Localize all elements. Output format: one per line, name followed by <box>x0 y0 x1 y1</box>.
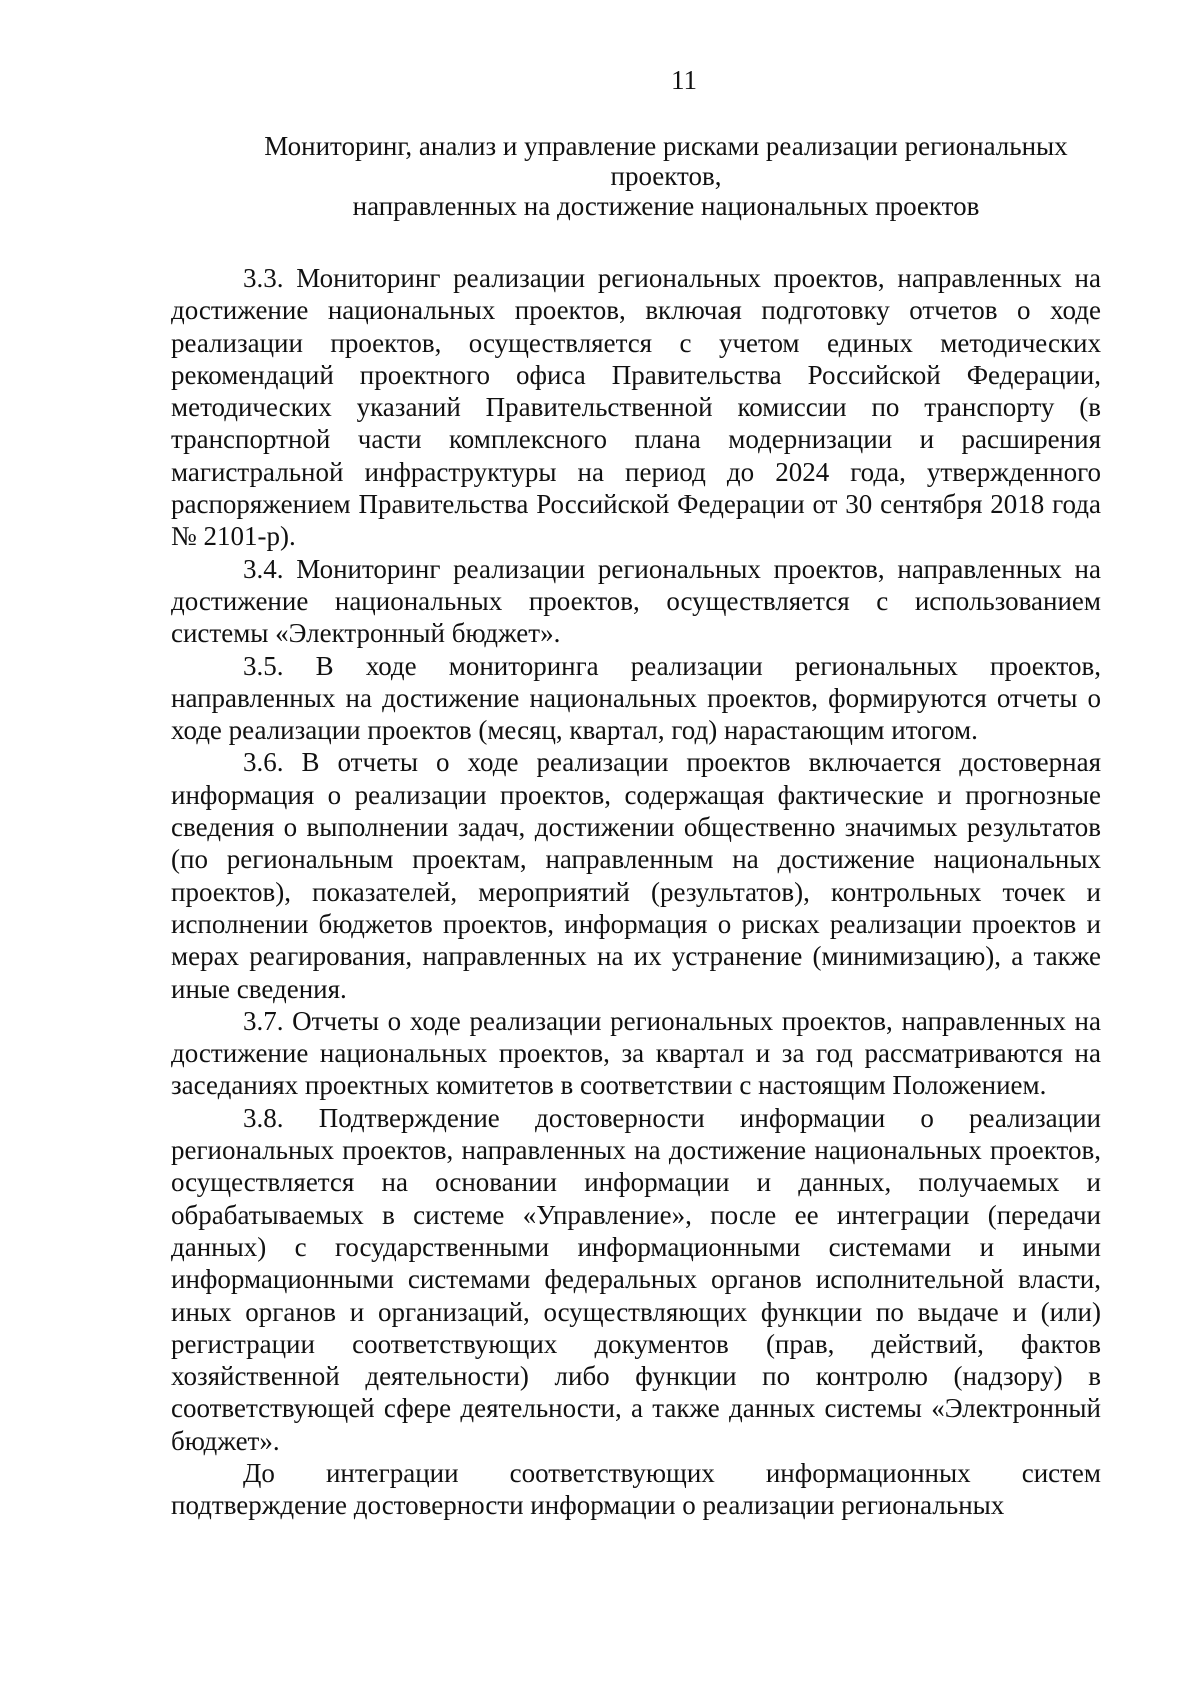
paragraph-integration: До интеграции соответствующих информационных систем подтверждение достоверности информации о реализации региональных <box>171 1457 1101 1521</box>
paragraph-3-8: 3.8. Подтверждение достоверности информации о реализации региональных проектов, направленных на достижение национальных проектов, осуществляется на основании информации и данных, получаемых и обрабатываемых в системе «Управление», после ее интеграции (передачи данных) с государственными информационными системами и иными информационными системами федеральных органов исполнительной власти, иных органов и организаций, осуществляющих функции по выдаче и (или) регистрации соответствующих документов (прав, действий, фактов хозяйственной деятельности) либо функции по контролю (надзору) в соответствующей сфере деятельности, а также данных системы «Электронный бюджет». <box>171 1102 1101 1456</box>
section-heading <box>230 131 1102 221</box>
paragraph-3-5: 3.5. В ходе мониторинга реализации региональных проектов, направленных на достижение национальных проектов, формируются отчеты о ходе реализации проектов (месяц, квартал, год) нарастающим итогом. <box>171 650 1101 746</box>
heading-line-1: Мониторинг, анализ и управление рисками реализации региональных <box>264 131 1068 161</box>
heading-line-2: проектов, <box>610 161 722 191</box>
page-number: 11 <box>671 65 697 95</box>
heading-line-3: направленных на достижение национальных проектов <box>352 191 980 221</box>
paragraph-3-4: 3.4. Мониторинг реализации региональных проектов, направленных на достижение национальных проектов, осуществляется с использованием системы «Электронный бюджет». <box>171 553 1101 649</box>
paragraph-3-7: 3.7. Отчеты о ходе реализации региональных проектов, направленных на достижение национальных проектов, за квартал и за год рассматриваются на заседаниях проектных комитетов в соответствии с настоящим Положением. <box>171 1005 1101 1101</box>
paragraph-3-6: 3.6. В отчеты о ходе реализации проектов включается достоверная информация о реализации проектов, содержащая фактические и прогнозные сведения о выполнении задач, достижении общественно значимых результатов (по региональным проектам, направленным на достижение национальных проектов), показателей, мероприятий (результатов), контрольных точек и исполнении бюджетов проектов, информация о рисках реализации проектов и мерах реагирования, направленных на их устранение (минимизацию), а также иные сведения. <box>171 747 1101 1004</box>
body-text <box>171 262 1101 1522</box>
paragraph-3-3: 3.3. Мониторинг реализации региональных проектов, направленных на достижение национальных проектов, включая подготовку отчетов о ходе реализации проектов, осуществляется с учетом единых методических рекомендаций проектного офиса Правительства Российской Федерации, методических указаний Правительственной комиссии по транспорту (в транспортной части комплексного плана модернизации и расширения магистральной инфраструктуры на период до 2024 года, утвержденного распоряжением Правительства Российской Федерации от 30 сентября 2018 года № 2101-р). <box>171 263 1101 552</box>
